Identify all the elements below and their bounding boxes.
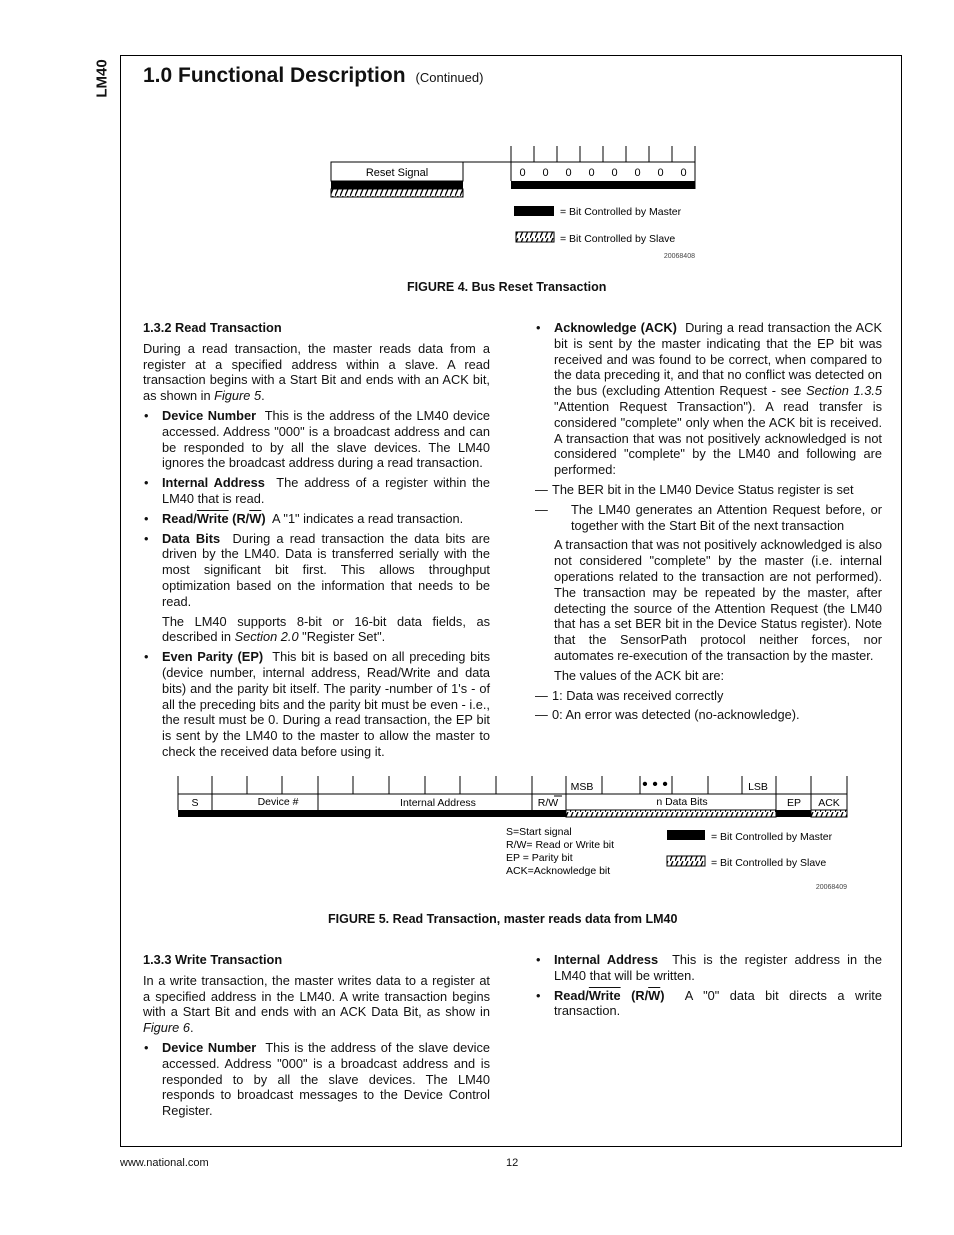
list-item: • Acknowledge (ACK) During a read transaction the ACK bit is sent by the master indicating that the EP bit was received and was found to be correct, when compared to the data preceding it, and that no conflict was detected on the bus (excluding Attention Request - see Section 1.3.5 "Attention Request Transaction"). A read transfer is considered "complete" only when the ACK bit is received. A transaction that was not positively acknowledged is not considered "complete" by the LM40 and following are performed: [535,320,882,478]
figure-5-caption: FIGURE 5. Read Transaction, master reads data from LM40 [328,912,678,926]
figure-code: 20068409 [815,884,847,891]
write-heading: 1.3.3 Write Transaction [143,952,283,967]
key-rw: R/W= Read or Write bit [506,839,615,851]
ellipsis-dots: • • • [642,776,668,793]
reset-bit-value: 0 [680,167,687,179]
side-tag: LM40 [93,59,111,98]
internal-address-label: Internal Address [400,797,476,809]
dash-item: — The BER bit in the LM40 Device Status register is set [535,481,854,497]
list-item: • Device Number This is the address of the slave device accessed. Address "000" is a broadcast address and is responded to by all the slave devices. The LM40 responds to broadcast messages to the Device Control Register. [143,1040,490,1119]
continued-note: (Continued) [415,70,484,85]
ack-label: ACK [818,797,840,809]
legend-slave-label: = Bit Controlled by Slave [711,857,827,869]
reset-signal-label: Reset Signal [365,167,429,179]
reset-bit-value: 0 [634,167,641,179]
list-item: • Data Bits During a read transaction the data bits are driven by the LM40. Data is transferred serially with the most significant bit first. This allows throughput optimization based on the information that needs to be read. [143,531,490,610]
read-intro: During a read transaction, the master reads data from a register at a specified address within a slave. A read transaction begins with a Start Bit and ends with an ACK bit, as shown in Figure 5. [143,340,490,404]
dash-item: — 0: An error was detected (no-acknowledge). [535,707,800,723]
reset-bit-value: 0 [588,167,595,179]
list-item: • Read/Write $(R/\overline{W})$ A "1" indicates a read transaction. [143,511,490,527]
device-number-label: Device # [257,796,299,808]
read-left-column [143,320,490,764]
read-right-column [535,320,882,727]
write-intro: In a write transaction, the master writes data to a register at a specified address in the LM40. A write transaction begins with a Start Bit and ends with an ACK Data Bit, as show in Figure 6. [143,972,490,1036]
data-bits-label: n Data Bits [656,796,708,808]
list-item: • Internal Address This is the register address in the LM40 that will be written. [535,952,882,984]
legend-master-label: = Bit Controlled by Master [560,206,682,218]
reset-bit-value: 0 [657,167,664,179]
page-number: 12 [506,1157,519,1169]
dash-item: — The LM40 generates an Attention Request before, or together with the Start Bit of the next transaction [535,501,882,533]
reset-bit-value: 0 [611,167,618,179]
legend-slave-label: = Bit Controlled by Slave [560,233,676,245]
figure-5-diagram [170,770,860,895]
list-item: • Even Parity (EP) This bit is based on all preceding bits (device number, internal address, Read/Write and data bits) and the parity bit itself. The parity -number of 1's - of all the preceding bits and the parity bit must be even - i.e., the result must be 0. During a read transaction, the EP bit is sent by the LM40 to the master to allow the master to check the received data before using it. [143,649,490,760]
reset-bit-value: 0 [542,167,549,179]
figure-4-diagram [320,140,710,262]
dash-item: — 1: Data was received correctly [535,687,724,703]
figure-code: 20068408 [663,253,695,260]
write-right-column [535,952,882,1023]
ack-paragraph: A transaction that was not positively acknowledged is also not considered "complete" by the master (i.e. internal operations related to the transaction are not performed). The transaction may be repeated by the master, after detecting the source of the Attention Request (the LM40 that has a set BER bit in the Device Status register). Note that the SensorPath protocol neither forces, nor automates re-execution of the transaction by the master. [554,537,882,663]
footer-website[interactable]: www.national.com [120,1157,209,1169]
legend-master-label: = Bit Controlled by Master [711,831,833,843]
msb-label: MSB [570,781,594,793]
reset-bit-value: 0 [519,167,526,179]
key-ep: EP = Parity bit [506,852,573,864]
ep-label: EP [786,797,802,809]
lsb-label: LSB [748,781,768,793]
ack-values: The values of the ACK bit are: [554,667,725,683]
key-start: S=Start signal [506,826,572,838]
section-title: 1.0 Functional Description (Continued) [143,64,484,87]
data-bits-note: The LM40 supports 8-bit or 16-bit data fields, as described in Section 2.0 "Register Set". [162,613,490,645]
rw-label: R/W [537,797,559,809]
key-ack: ACK=Acknowledge bit [506,865,611,877]
reset-bit-value: 0 [565,167,572,179]
list-item: • Internal Address The address of a register within the LM40 that is read. [143,475,490,507]
write-left-column [143,952,490,1123]
start-bit-label: S [191,797,199,809]
list-item: • Device Number This is the address of the LM40 device accessed. Address "000" is a broadcast address and can be responded to by all the slave devices. The LM40 ignores the broadcast address during a read transaction. [143,408,490,471]
list-item: • Read/Write $(R/\overline{W})$ A "0" data bit directs a write transaction. [535,988,882,1020]
read-heading: 1.3.2 Read Transaction [143,320,282,335]
figure-4-caption: FIGURE 4. Bus Reset Transaction [407,280,607,294]
